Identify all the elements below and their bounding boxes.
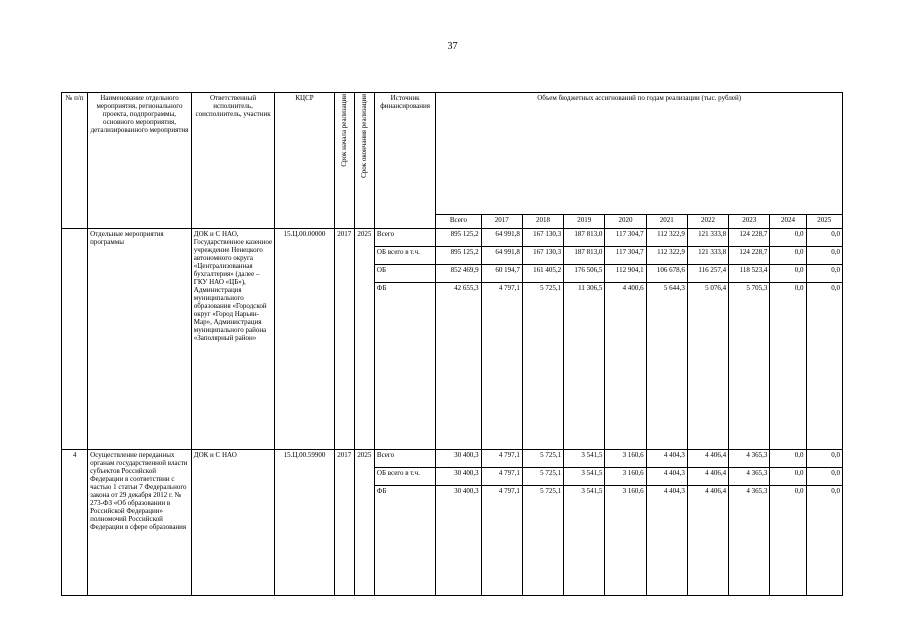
amount-cell: 167 130,3 (522, 247, 563, 265)
header-executor: Ответственный исполнитель, соисполнитель, участник (191, 93, 275, 229)
amount-cell: 0,0 (770, 265, 806, 283)
amount-cell: 0,0 (806, 247, 842, 265)
amount-cell: 117 304,7 (605, 247, 646, 265)
amount-cell: 0,0 (806, 229, 842, 247)
year-header: 2020 (605, 215, 646, 229)
amount-cell: 0,0 (770, 283, 806, 450)
amount-cell: 117 304,7 (605, 229, 646, 247)
amount-cell: 0,0 (770, 486, 806, 596)
financing-source: Всего (374, 450, 435, 468)
amount-cell: 118 523,4 (729, 265, 770, 283)
header-source: Источник финансирования (374, 93, 435, 229)
amount-cell: 5 076,4 (687, 283, 728, 450)
header-end: Срок окончания реализации (354, 93, 374, 229)
header-volume: Объем бюджетных ассигнований по годам реализации (тыс. рублей) (436, 93, 843, 215)
amount-cell: 4 404,3 (646, 468, 687, 486)
year-header: 2018 (522, 215, 563, 229)
end-year: 2025 (354, 229, 374, 450)
amount-cell: 4 406,4 (687, 486, 728, 596)
start-year: 2017 (334, 229, 354, 450)
kcsr-code: 15.Ц.00.00000 (275, 229, 334, 450)
budget-table (61, 92, 843, 596)
amount-cell: 895 125,2 (436, 229, 481, 247)
amount-cell: 0,0 (770, 468, 806, 486)
amount-cell: 64 991,8 (481, 229, 522, 247)
financing-source: ФБ (374, 283, 435, 450)
amount-cell: 121 333,8 (687, 229, 728, 247)
amount-cell: 5 725,1 (522, 486, 563, 596)
header-name: Наименование отдельного мероприятия, регионального проекта, подпрограммы, основного мероприятия, детализированного мероприятия (88, 93, 192, 229)
amount-cell: 3 541,5 (564, 486, 605, 596)
amount-cell: 5 644,3 (646, 283, 687, 450)
amount-cell: 112 322,9 (646, 229, 687, 247)
amount-cell: 5 725,1 (522, 450, 563, 468)
amount-cell: 3 541,5 (564, 450, 605, 468)
table-row (62, 229, 843, 247)
start-year: 2017 (334, 450, 354, 596)
amount-cell: 161 405,2 (522, 265, 563, 283)
amount-cell: 176 506,5 (564, 265, 605, 283)
amount-cell: 0,0 (770, 450, 806, 468)
amount-cell: 4 404,3 (646, 486, 687, 596)
amount-cell: 0,0 (806, 486, 842, 596)
amount-cell: 4 404,3 (646, 450, 687, 468)
amount-cell: 0,0 (806, 468, 842, 486)
year-header: 2017 (481, 215, 522, 229)
amount-cell: 852 469,9 (436, 265, 481, 283)
amount-cell: 4 797,1 (481, 283, 522, 450)
amount-cell: 5 705,3 (729, 283, 770, 450)
financing-source: ОБ всего в т.ч. (374, 247, 435, 265)
amount-cell: 64 991,8 (481, 247, 522, 265)
year-header: 2024 (770, 215, 806, 229)
financing-source: Всего (374, 229, 435, 247)
header-num: № п/п (62, 93, 88, 229)
amount-cell: 116 257,4 (687, 265, 728, 283)
header-kcsr: КЦСР (275, 93, 334, 229)
amount-cell: 3 160,6 (605, 468, 646, 486)
amount-cell: 11 306,5 (564, 283, 605, 450)
amount-cell: 4 400,6 (605, 283, 646, 450)
amount-cell: 4 406,4 (687, 450, 728, 468)
row-number: 4 (62, 450, 88, 596)
amount-cell: 0,0 (806, 283, 842, 450)
amount-cell: 5 725,1 (522, 283, 563, 450)
amount-cell: 124 228,7 (729, 247, 770, 265)
amount-cell: 0,0 (770, 229, 806, 247)
year-header: 2023 (729, 215, 770, 229)
amount-cell: 124 228,7 (729, 229, 770, 247)
measure-name: Отдельные мероприятия программы (88, 229, 192, 450)
amount-cell: 121 333,8 (687, 247, 728, 265)
measure-name: Осуществление переданных органам государственной власти субъектов Российской Федерации в соответствии с частью 1 статьи 7 Федерального закона от 29 декабря 2012 г. № 273-ФЗ «Об образовании в Российской Федерации» полномочий Российской Федерации в сфере образования (88, 450, 192, 596)
end-year: 2025 (354, 450, 374, 596)
year-header: 2021 (646, 215, 687, 229)
amount-cell: 187 813,0 (564, 247, 605, 265)
amount-cell: 4 797,1 (481, 468, 522, 486)
amount-cell: 0,0 (806, 450, 842, 468)
amount-cell: 3 160,6 (605, 486, 646, 596)
amount-cell: 42 655,3 (436, 283, 481, 450)
amount-cell: 5 725,1 (522, 468, 563, 486)
year-header: 2019 (564, 215, 605, 229)
amount-cell: 3 160,6 (605, 450, 646, 468)
amount-cell: 895 125,2 (436, 247, 481, 265)
financing-source: ОБ всего в т.ч. (374, 468, 435, 486)
year-header: Всего (436, 215, 481, 229)
amount-cell: 4 365,3 (729, 450, 770, 468)
page-number: 37 (447, 41, 458, 52)
row-number (62, 229, 88, 450)
amount-cell: 0,0 (806, 265, 842, 283)
kcsr-code: 15.Ц.00.59900 (275, 450, 334, 596)
amount-cell: 167 130,3 (522, 229, 563, 247)
amount-cell: 187 813,0 (564, 229, 605, 247)
amount-cell: 3 541,5 (564, 468, 605, 486)
header-start: Срок начала реализации (334, 93, 354, 229)
amount-cell: 112 322,9 (646, 247, 687, 265)
amount-cell: 30 400,3 (436, 468, 481, 486)
amount-cell: 112 904,1 (605, 265, 646, 283)
amount-cell: 30 400,3 (436, 486, 481, 596)
table-row (62, 450, 843, 468)
financing-source: ОБ (374, 265, 435, 283)
amount-cell: 0,0 (770, 247, 806, 265)
amount-cell: 4 365,3 (729, 468, 770, 486)
amount-cell: 106 678,6 (646, 265, 687, 283)
amount-cell: 4 365,3 (729, 486, 770, 596)
amount-cell: 4 406,4 (687, 468, 728, 486)
year-header: 2025 (806, 215, 842, 229)
financing-source: ФБ (374, 486, 435, 596)
amount-cell: 4 797,1 (481, 450, 522, 468)
executor-cell: ДОК и С НАО (191, 450, 275, 596)
amount-cell: 30 400,3 (436, 450, 481, 468)
executor-cell: ДОК и С НАО, Государственное казенное учреждение Ненецкого автономного округа «Централизованная бухгалтерия» (далее – ГКУ НАО «ЦБ»), Администрация муниципального образования «Городской округ «Город Нарьян-Мар», Администрация муниципального района «Заполярный район» (191, 229, 275, 450)
amount-cell: 60 194,7 (481, 265, 522, 283)
amount-cell: 4 797,1 (481, 486, 522, 596)
year-header: 2022 (687, 215, 728, 229)
